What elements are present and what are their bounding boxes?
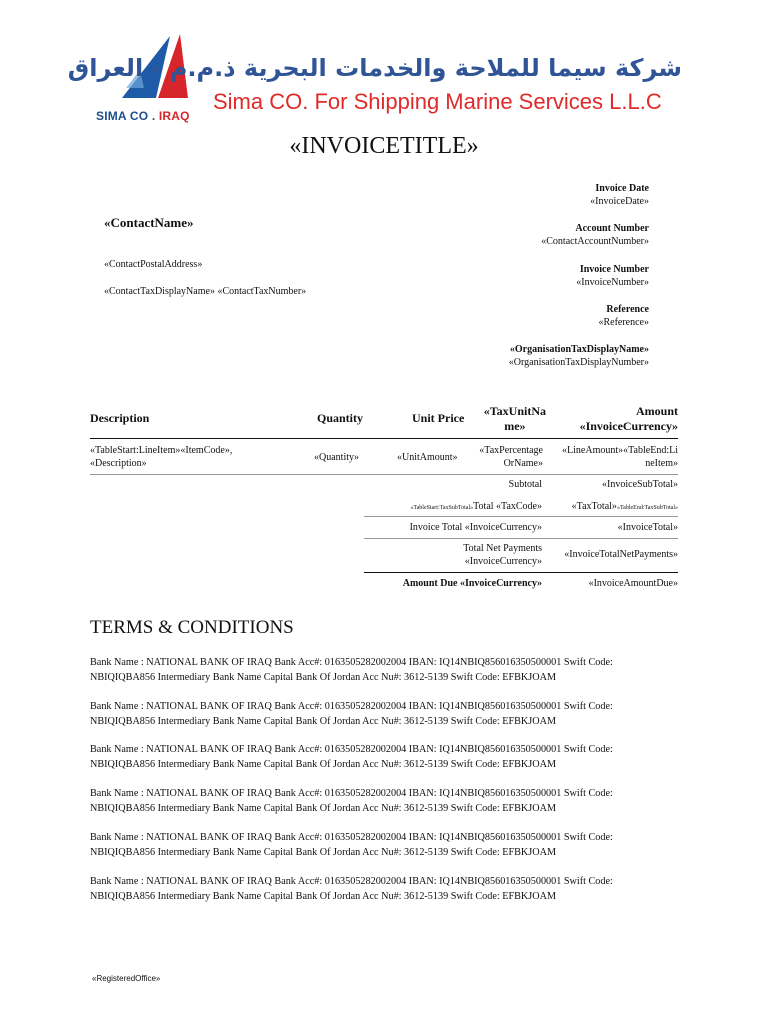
net-payments-value: «InvoiceTotalNetPayments» <box>564 549 678 560</box>
terms-title: TERMS & CONDITIONS <box>90 617 294 638</box>
tax-subtotal-value: «TaxTotal»«TableEnd:TaxSubTotal» <box>571 501 678 512</box>
row-description: «TableStart:LineItem»«ItemCode», «Description» <box>90 445 233 469</box>
col-header-tax: «TaxUnitNa me» <box>483 404 546 433</box>
contact-tax-line: «ContactTaxDisplayName» «ContactTaxNumber» <box>104 286 307 297</box>
company-name-english: Sima CO. For Shipping Marine Services L.L.C <box>213 89 662 114</box>
info-organisation-tax: «OrganisationTaxDisplayName» «OrganisationTaxDisplayNumber» <box>508 344 649 368</box>
invoice-total-label: Invoice Total «InvoiceCurrency» <box>409 522 542 533</box>
company-name-arabic: شركة سيما للملاحة والخدمات البحرية ذ.م.م - العراق <box>67 54 682 82</box>
info-invoice-date: Invoice Date «InvoiceDate» <box>590 183 649 207</box>
row-quantity: «Quantity» <box>314 452 359 463</box>
logo-text: SIMA CO . IRAQ <box>96 109 190 123</box>
total-rule <box>364 538 678 539</box>
net-rule <box>364 572 678 573</box>
tax-rule <box>364 516 678 517</box>
info-invoice-number: Invoice Number «InvoiceNumber» <box>576 264 649 288</box>
row-rule <box>90 474 678 475</box>
subtotal-value: «InvoiceSubTotal» <box>602 479 678 490</box>
table-header-rule <box>90 438 678 439</box>
row-line-amount: «LineAmount»«TableEnd:Li neItem» <box>562 445 678 469</box>
net-payments-label: Total Net Payments «InvoiceCurrency» <box>463 543 542 567</box>
amount-due-label: Amount Due «InvoiceCurrency» <box>402 578 542 589</box>
bank-details-2: Bank Name : NATIONAL BANK OF IRAQ Bank Acc#: 0163505282002004 IBAN: IQ14NBIQ856016350500001 Swift Code: NBIQIQBA856 Intermediary Bank Name Capital Bank Of Jordan Acc Nu#: 3612-5139 Swift Code: EFBKJOAM <box>90 701 613 727</box>
bank-details-4: Bank Name : NATIONAL BANK OF IRAQ Bank Acc#: 0163505282002004 IBAN: IQ14NBIQ856016350500001 Swift Code: NBIQIQBA856 Intermediary Bank Name Capital Bank Of Jordan Acc Nu#: 3612-5139 Swift Code: EFBKJOAM <box>90 788 613 814</box>
bank-details-3: Bank Name : NATIONAL BANK OF IRAQ Bank Acc#: 0163505282002004 IBAN: IQ14NBIQ856016350500001 Swift Code: NBIQIQBA856 Intermediary Bank Name Capital Bank Of Jordan Acc Nu#: 3612-5139 Swift Code: EFBKJOAM <box>90 744 613 770</box>
contact-name: «ContactName» <box>104 215 194 230</box>
invoice-title: «INVOICETITLE» <box>289 133 479 159</box>
col-header-quantity: Quantity <box>317 411 364 425</box>
info-account-number: Account Number «ContactAccountNumber» <box>541 223 649 247</box>
tax-subtotal-label: «TableStart:TaxSubTotal»Total «TaxCode» <box>410 501 542 512</box>
col-header-description: Description <box>90 411 150 425</box>
info-reference: Reference «Reference» <box>598 304 649 328</box>
registered-office: «RegisteredOffice» <box>92 974 161 983</box>
invoice-total-value: «InvoiceTotal» <box>617 522 678 533</box>
col-header-unit-price: Unit Price <box>412 411 465 425</box>
contact-postal-address: «ContactPostalAddress» <box>104 259 203 270</box>
bank-details-5: Bank Name : NATIONAL BANK OF IRAQ Bank Acc#: 0163505282002004 IBAN: IQ14NBIQ856016350500001 Swift Code: NBIQIQBA856 Intermediary Bank Name Capital Bank Of Jordan Acc Nu#: 3612-5139 Swift Code: EFBKJOAM <box>90 832 613 858</box>
col-header-amount: Amount «InvoiceCurrency» <box>579 404 678 433</box>
row-tax-percentage: «TaxPercentage OrName» <box>479 445 543 469</box>
bank-details-6: Bank Name : NATIONAL BANK OF IRAQ Bank Acc#: 0163505282002004 IBAN: IQ14NBIQ856016350500001 Swift Code: NBIQIQBA856 Intermediary Bank Name Capital Bank Of Jordan Acc Nu#: 3612-5139 Swift Code: EFBKJOAM <box>90 876 613 902</box>
amount-due-value: «InvoiceAmountDue» <box>588 578 678 589</box>
subtotal-label: Subtotal <box>508 479 542 490</box>
row-unit-amount: «UnitAmount» <box>397 452 458 463</box>
bank-details-1: Bank Name : NATIONAL BANK OF IRAQ Bank Acc#: 0163505282002004 IBAN: IQ14NBIQ856016350500001 Swift Code: NBIQIQBA856 Intermediary Bank Name Capital Bank Of Jordan Acc Nu#: 3612-5139 Swift Code: EFBKJOAM <box>90 657 613 683</box>
